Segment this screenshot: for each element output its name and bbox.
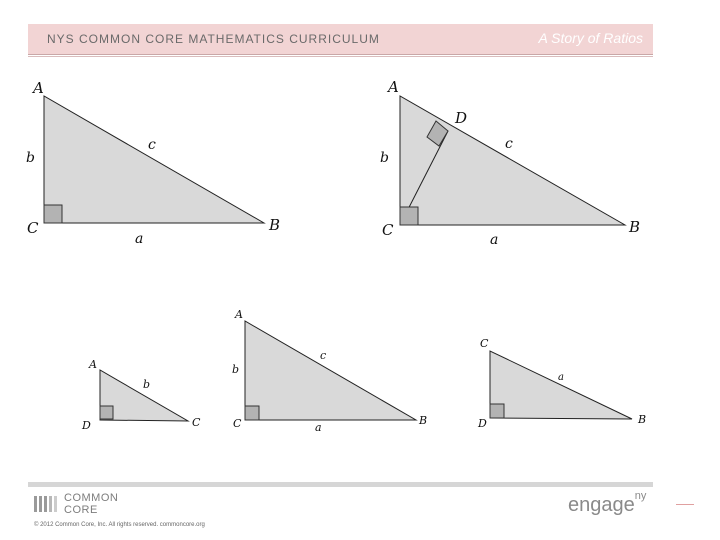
label-B: B (629, 218, 641, 236)
right-angle-mark (44, 205, 62, 223)
label-c: c (505, 136, 513, 152)
brand-sup: ny (634, 490, 647, 503)
label-D: D (478, 417, 487, 430)
label-c: c (148, 137, 156, 153)
label-A: A (235, 308, 243, 321)
label-B: B (638, 413, 647, 426)
engage-ny-logo (568, 490, 647, 517)
label-A: A (89, 358, 97, 371)
triangle-abc-altitude (380, 78, 640, 248)
curriculum-title: NYS COMMON CORE MATHEMATICS CURRICULUM (47, 32, 380, 46)
label-c: c (320, 349, 327, 362)
right-angle-mark-c (400, 207, 418, 225)
triangle-abc-mid (232, 308, 427, 434)
label-a: a (490, 232, 499, 248)
label-a: a (558, 372, 564, 383)
label-C: C (27, 219, 39, 237)
label-B: B (269, 216, 281, 234)
logo-line-1: COMMON (64, 492, 119, 504)
triangle-adc-small (81, 358, 201, 432)
logo-line-2: CORE (64, 504, 98, 516)
right-angle-mark (245, 406, 259, 420)
copyright-text: © 2012 Common Core, Inc. All rights reserved. commoncore.org (34, 522, 205, 528)
module-title: A Story of Ratios (538, 30, 643, 46)
label-C: C (480, 337, 489, 350)
label-a: a (135, 231, 144, 247)
right-angle-mark (100, 406, 113, 419)
label-C: C (233, 417, 242, 430)
common-core-logo-text (64, 492, 118, 516)
triangle-cdb-right (477, 337, 646, 430)
footer-dash (676, 504, 694, 505)
footer-bar (28, 482, 653, 487)
label-b: b (380, 150, 389, 166)
label-A: A (33, 79, 44, 97)
label-b: b (232, 363, 240, 376)
brand-text: engage (568, 494, 635, 516)
right-angle-mark (490, 404, 504, 418)
label-b: b (143, 378, 151, 391)
label-D: D (82, 419, 91, 432)
label-C: C (382, 221, 394, 239)
label-C: C (192, 416, 201, 429)
common-core-logo-icon (34, 494, 60, 514)
label-b: b (26, 150, 35, 166)
label-B: B (419, 414, 428, 427)
triangle-abc-left (26, 79, 280, 247)
label-a: a (315, 421, 322, 434)
label-D: D (455, 109, 468, 127)
label-A: A (388, 78, 399, 96)
